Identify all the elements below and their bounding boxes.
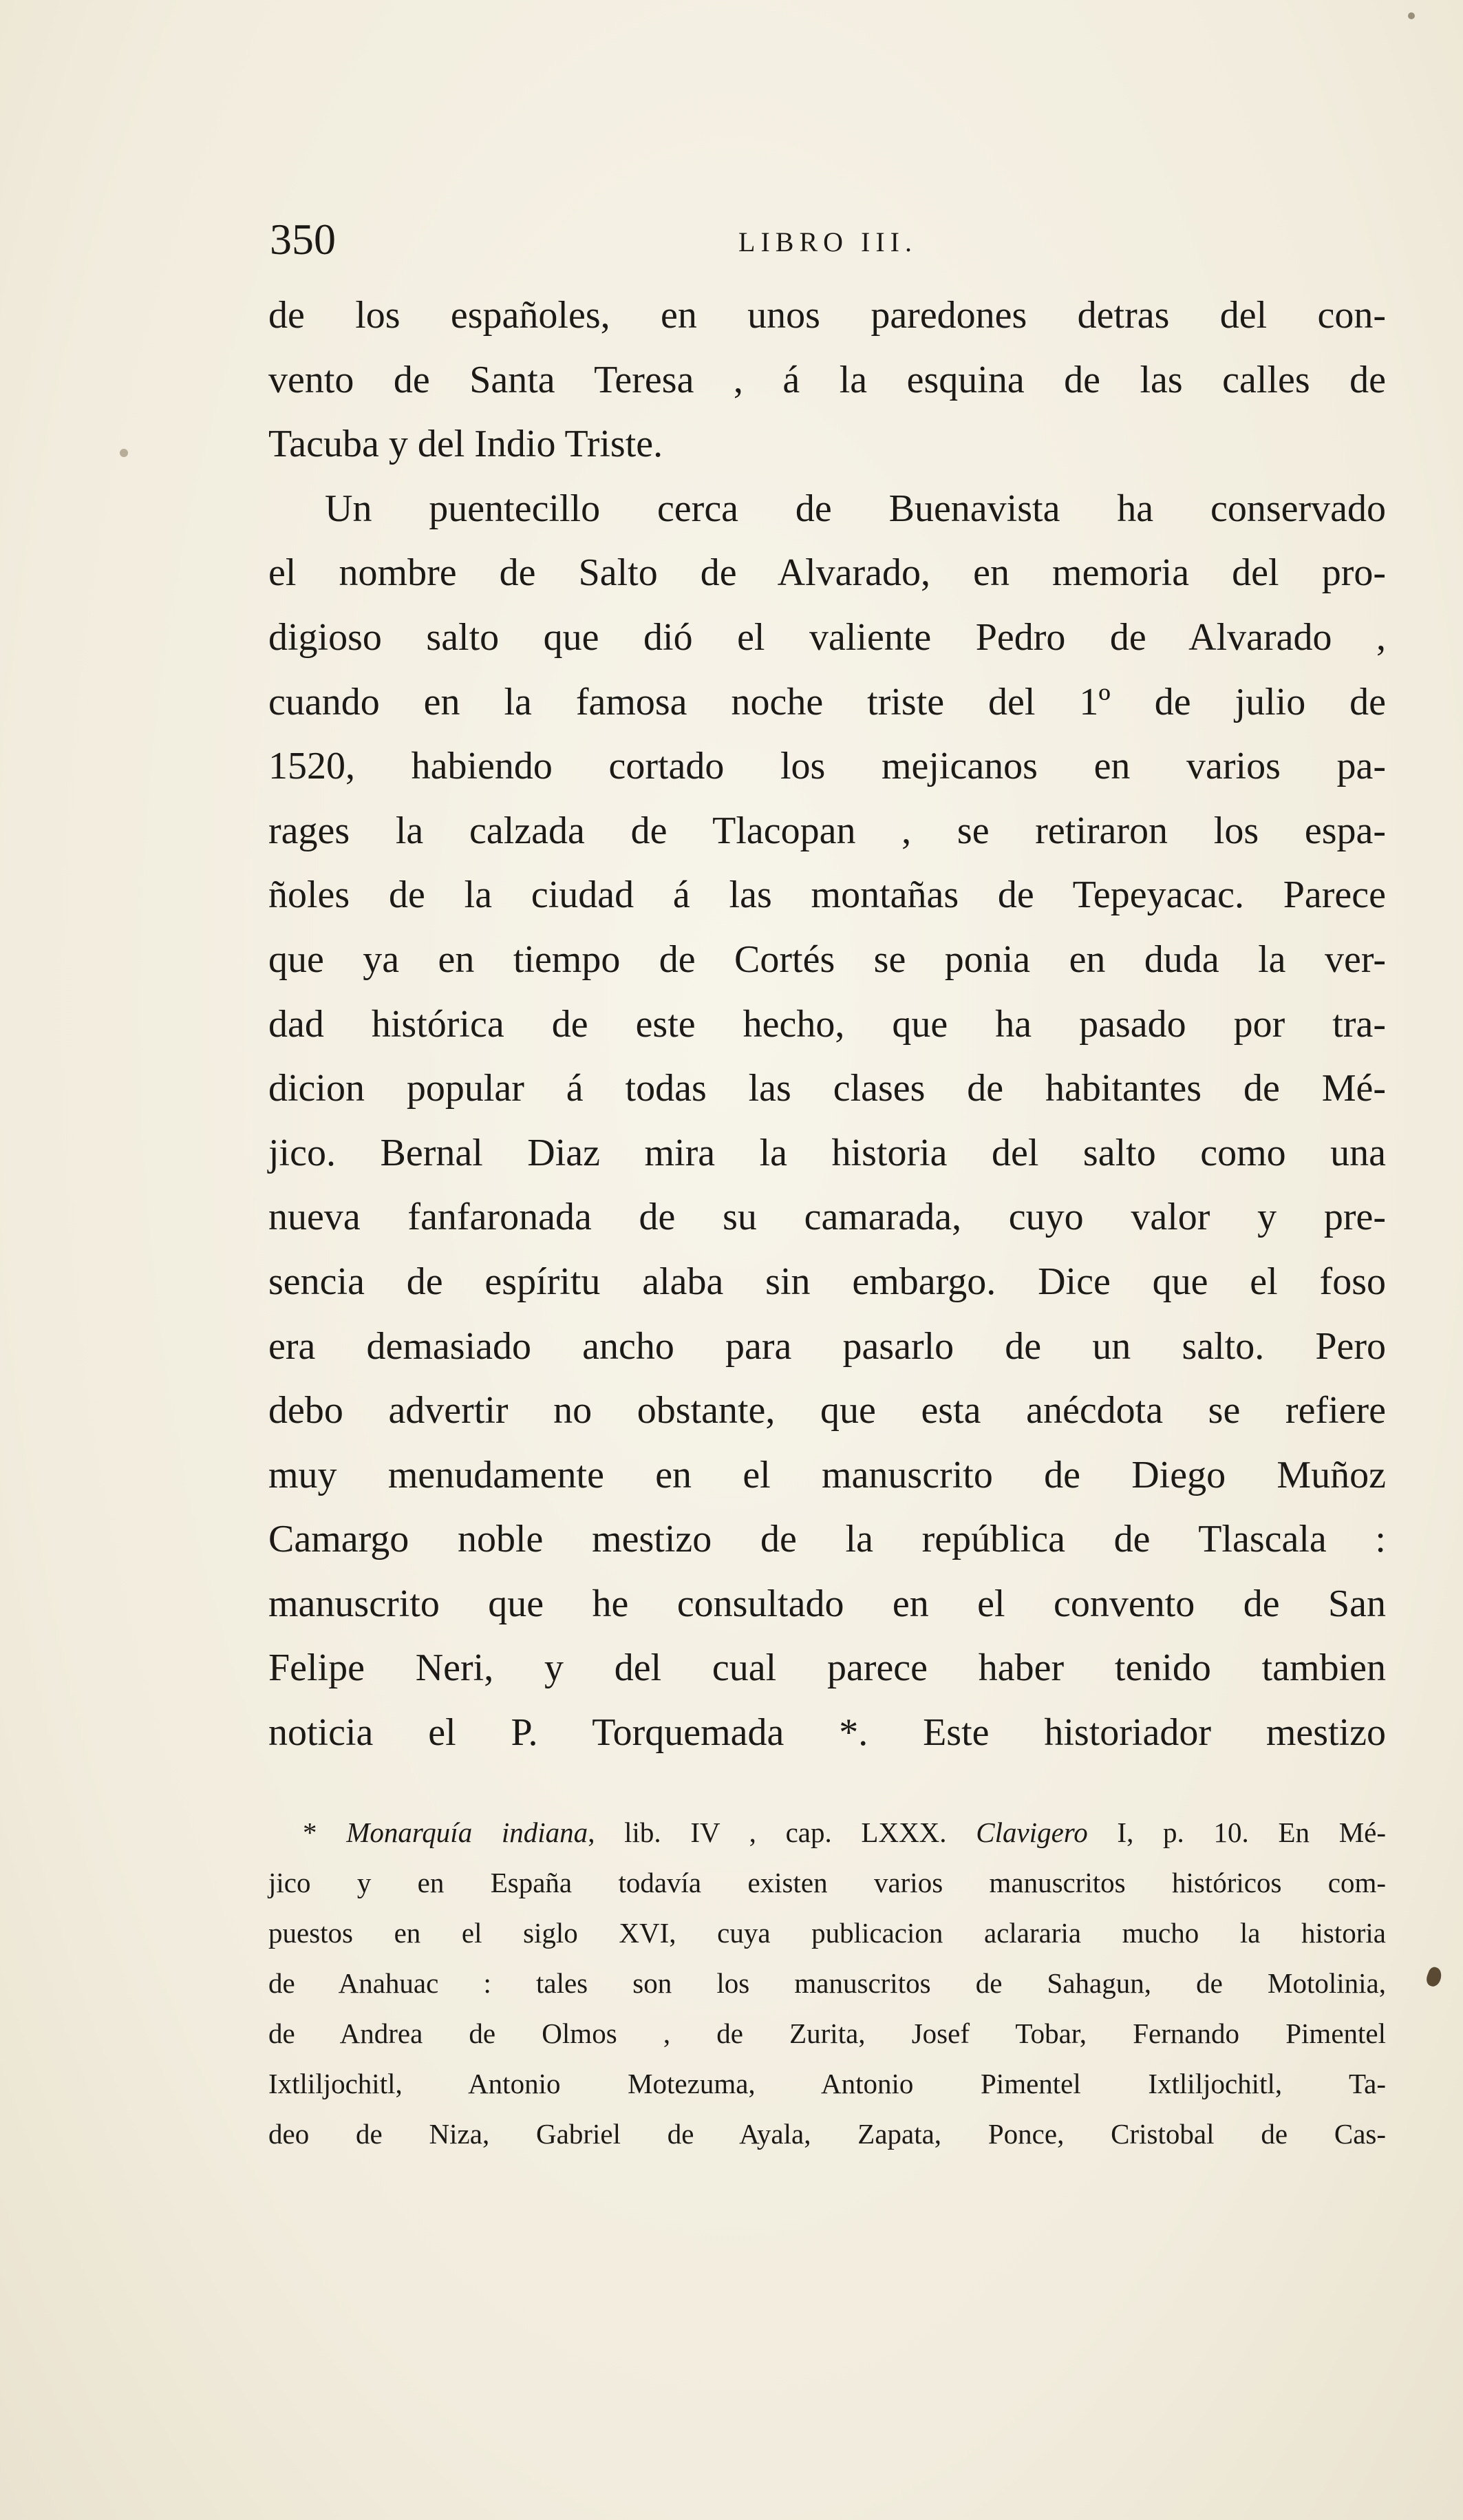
- footnote: [268, 1808, 1386, 2159]
- paper-speck: [120, 449, 128, 457]
- text-line: Felipe Neri, y del cual parece haber tenido tambien: [268, 1647, 1386, 1690]
- page-header: [270, 212, 1386, 274]
- footnote-line: Ixtliljochitl, Antonio Motezuma, Antonio Pimentel Ixtliljochitl, Ta-: [268, 2068, 1386, 2099]
- footnote-line: de Anahuac : tales son los manuscritos de Sahagun, de Motolinia,: [268, 1967, 1386, 1999]
- text-line: digioso salto que dió el valiente Pedro de Alvarado ,: [268, 615, 1386, 659]
- running-head: LIBRO III.: [738, 226, 917, 257]
- text-line: cuando en la famosa noche triste del 1º de julio de: [268, 680, 1386, 723]
- footnote-ref-tail: I, p. 10. En Mé-: [1087, 1817, 1387, 1848]
- footnote-ref-author: Clavigero: [976, 1817, 1088, 1848]
- text-line: jico. Bernal Diaz mira la historia del salto como una: [268, 1131, 1386, 1174]
- footnote-line: de Andrea de Olmos , de Zurita, Josef Tobar, Fernando Pimentel: [268, 2018, 1386, 2049]
- text-line: sencia de espíritu alaba sin embargo. Dice que el foso: [268, 1260, 1386, 1303]
- text-line: manuscrito que he consultado en el convento de San: [268, 1582, 1386, 1625]
- text-line: que ya en tiempo de Cortés se ponia en duda la ver-: [268, 938, 1386, 981]
- text-line: Camargo noble mestizo de la república de Tlascala :: [268, 1518, 1386, 1561]
- text-line: nueva fanfaronada de su camarada, cuyo valor y pre-: [268, 1196, 1386, 1239]
- text-line: noticia el P. Torquemada *. Este historiador mestizo: [268, 1711, 1386, 1755]
- text-line: ñoles de la ciudad á las montañas de Tepeyacac. Parece: [268, 873, 1386, 917]
- text-line: muy menudamente en el manuscrito de Diego Muñoz: [268, 1453, 1386, 1496]
- text-line: era demasiado ancho para pasarlo de un salto. Pero: [268, 1324, 1386, 1368]
- text-line: rages la calzada de Tlacopan , se retiraron los espa-: [268, 809, 1386, 852]
- text-line: de los españoles, en unos paredones detras del con-: [268, 294, 1386, 337]
- text-line: el nombre de Salto de Alvarado, en memoria del pro-: [268, 551, 1386, 595]
- text-line: dad histórica de este hecho, que ha pasado por tra-: [268, 1002, 1386, 1046]
- text-line: dicion popular á todas las clases de habitantes de Mé-: [268, 1067, 1386, 1110]
- text-line: 1520, habiendo cortado los mejicanos en varios pa-: [268, 745, 1386, 788]
- text-line: debo advertir no obstante, que esta anécdota se refiere: [268, 1389, 1386, 1432]
- footnote-line: deo de Niza, Gabriel de Ayala, Zapata, Ponce, Cristobal de Cas-: [268, 2118, 1386, 2150]
- text-line: Tacuba y del Indio Triste.: [268, 423, 663, 466]
- text-line: vento de Santa Teresa , á la esquina de las calles de: [268, 358, 1386, 401]
- footnote-line: puestos en el siglo XVI, cuya publicacion aclararia mucho la historia: [268, 1917, 1386, 1949]
- footnote-ref-title: Monarquía indiana: [346, 1817, 588, 1848]
- paper-speck: [1408, 12, 1415, 19]
- ink-blot: [1424, 1965, 1444, 1988]
- footnote-line: [268, 1808, 1386, 1858]
- page-number: 350: [270, 215, 336, 264]
- footnote-ref-rest: , lib. IV , cap. LXXX.: [588, 1817, 976, 1848]
- text-line: Un puentecillo cerca de Buenavista ha conservado: [325, 487, 1386, 530]
- footnote-marker: *: [303, 1817, 317, 1848]
- footnote-line: jico y en España todavía existen varios manuscritos históricos com-: [268, 1867, 1386, 1898]
- body-text: [268, 284, 1386, 1766]
